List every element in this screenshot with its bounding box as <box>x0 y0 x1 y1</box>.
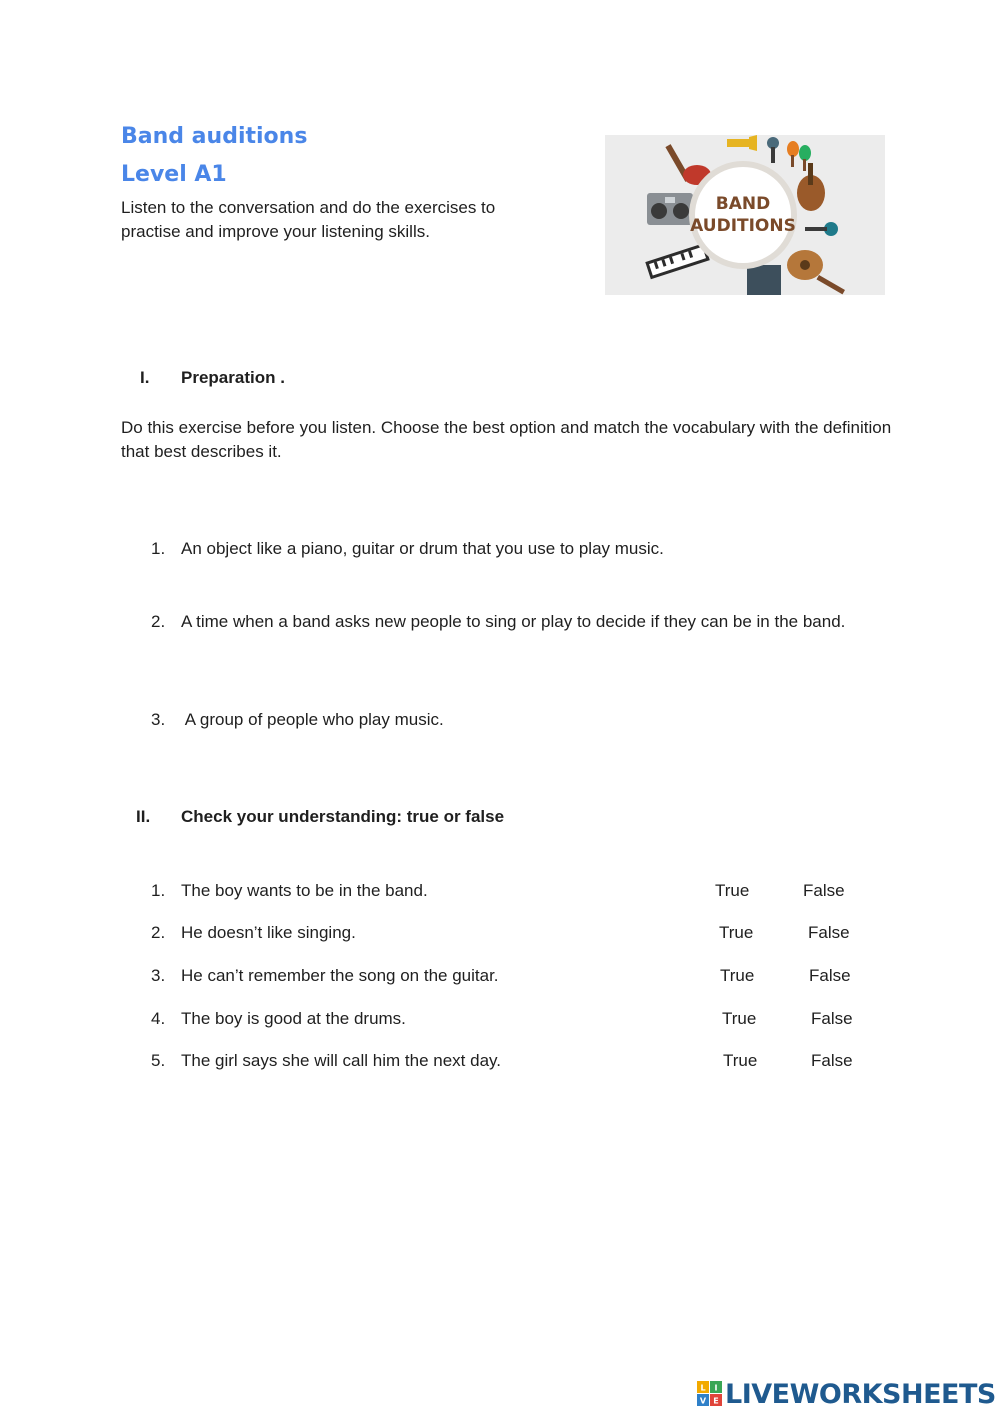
true-false-row <box>151 879 871 903</box>
false-option[interactable]: False <box>809 966 851 985</box>
true-false-row <box>151 964 871 988</box>
true-option[interactable]: True <box>720 966 755 985</box>
statement-text: The boy is good at the drums. <box>181 1009 406 1028</box>
false-option[interactable]: False <box>811 1009 853 1028</box>
liveworksheets-logo-icon <box>697 1381 723 1407</box>
statement-number: 2. <box>151 923 166 942</box>
vocab-item <box>151 537 861 561</box>
true-false-row <box>151 921 871 945</box>
illustration-text-auditions: AUDITIONS <box>690 216 796 236</box>
true-option[interactable]: True <box>723 1051 758 1070</box>
logo-letter-l: L <box>700 1383 706 1393</box>
brand-name: LIVEWORKSHEETS <box>725 1378 996 1410</box>
vocab-item <box>151 610 861 634</box>
statement-number: 1. <box>151 881 166 900</box>
true-option[interactable]: True <box>722 1009 757 1028</box>
false-option[interactable]: False <box>808 923 850 942</box>
worksheet-title: Band auditions <box>121 124 308 149</box>
liveworksheets-logo[interactable] <box>697 1376 996 1412</box>
speaker-icon <box>747 265 781 295</box>
logo-letter-e: E <box>713 1396 719 1406</box>
true-false-row <box>151 1007 871 1031</box>
vocab-item-text: A time when a band asks new people to sing or play to decide if they can be in the band. <box>181 612 846 631</box>
vocab-item-number: 3. <box>151 710 166 729</box>
vocab-item-number: 1. <box>151 539 166 558</box>
false-option[interactable]: False <box>803 881 845 900</box>
vocab-item-number: 2. <box>151 612 166 631</box>
false-option[interactable]: False <box>811 1051 853 1070</box>
logo-letter-v: V <box>699 1396 707 1406</box>
statement-text: He can’t remember the song on the guitar. <box>181 966 499 985</box>
true-option[interactable]: True <box>719 923 754 942</box>
statement-text: The boy wants to be in the band. <box>181 881 428 900</box>
section-2-number: II. <box>136 807 151 826</box>
logo-letter-i: I <box>714 1383 718 1393</box>
true-option[interactable]: True <box>715 881 750 900</box>
vocab-item <box>151 708 861 732</box>
statement-text: The girl says she will call him the next day. <box>181 1051 501 1070</box>
worksheet-level: Level A1 <box>121 162 227 187</box>
band-auditions-illustration <box>605 135 885 295</box>
section-1-instructions: Do this exercise before you listen. Choose the best option and match the vocabulary with the definition that best describes it. <box>121 418 892 461</box>
vocab-item-text: An object like a piano, guitar or drum that you use to play music. <box>181 539 664 558</box>
section-2-heading: Check your understanding: true or false <box>181 807 505 826</box>
statement-text: He doesn’t like singing. <box>181 923 356 942</box>
boombox-icon <box>647 193 693 225</box>
statement-number: 3. <box>151 966 166 985</box>
vocab-item-text: A group of people who play music. <box>181 710 444 729</box>
true-false-row <box>151 1049 871 1073</box>
statement-number: 5. <box>151 1051 166 1070</box>
section-1-number: I. <box>140 368 150 387</box>
statement-number: 4. <box>151 1009 166 1028</box>
section-1-heading: Preparation . <box>181 368 285 387</box>
illustration-text-band: BAND <box>715 194 771 214</box>
intro-text: Listen to the conversation and do the exercises to practise and improve your listening skills. <box>121 198 496 241</box>
